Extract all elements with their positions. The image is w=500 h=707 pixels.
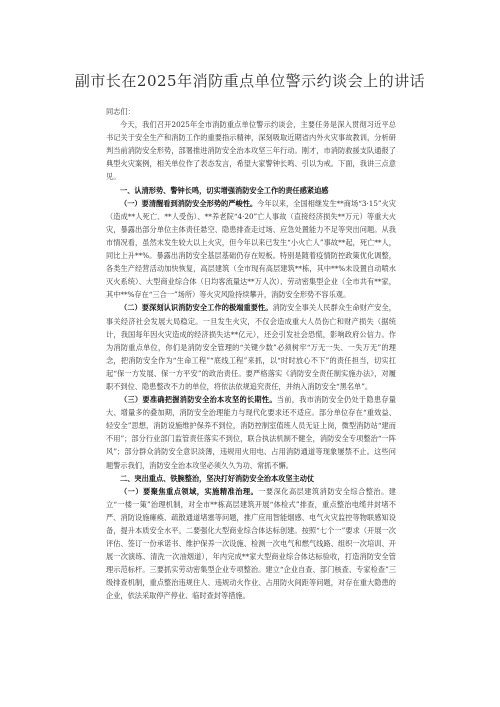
section-1-1-text: 今年以来，全国相继发生**商场“3·15”火灾（造成**人死亡、**人受伤）、**养老院“4·20”亡人事故（直接经济损失**万元）等重大火灾，暴露出部分单位主体责任悬空、隐患排查走过场、应急处置能力不足等突出问题。从我市情况看，虽然未发生较大以上火灾，但今年以来已发生“小火亡人”事故**起，死亡**人，同比上升**%。暴露出消防安全基层基础仍存在短板。特别是随着疫情防控政策优化调整，各类生产经营活动加快恢复，高层建筑（全市现有高层建筑**栋，其中**%未设置自动喷水灭火系统）、大型商业综合体（日均客流量达**万人次）、劳动密集型企业（全市共有**家，其中**%存在“三合一”场所）等火灾风险持续攀升，消防安全形势不容乐观。 (106, 198, 396, 300)
section-1-3-lead: （三）要准确把握消防安全治本攻坚的长期性。 (120, 395, 277, 405)
section-1-3-text: 当前，我市消防安全仍处于隐患存量大、增量多的叠加期，消防安全治理能力与现代化要求还不适应。部分单位存在“重效益、轻安全”思想，消防设施维护保养不到位，消防控制室值班人员无证上岗，微型消防站“建而不用”；部分行业部门监管责任落实不到位，联合执法机制不健全，消防安全专项整治“一阵风”；部分群众消防安全意识淡薄，违规用火用电、占用消防通道等现象屡禁不止。这些问题警示我们，消防安全治本攻坚必须久久为功、常抓不懈。 (106, 395, 396, 470)
section-1-2-paragraph (106, 301, 396, 393)
section-1-1-lead: （一）要清醒看到消防安全形势的严峻性。 (120, 198, 258, 208)
section-2-heading: 二、突出重点、铁腕整治，坚决打好消防安全治本攻坚主动仗 (120, 473, 315, 483)
section-2-1-paragraph (106, 485, 396, 603)
document-title: 副市长在2025年消防重点单位警示约谈会上的讲话 (74, 72, 426, 90)
intro-paragraph: 今天，我们召开2025年全市消防重点单位警示约谈会，主要任务是深入贯彻习近平总书记关于安全生产和消防工作的重要指示精神，深刻吸取近期省内外火灾事故教训，分析研判当前消防安全形势，部署推进消防安全治本攻坚三年行动。刚才，市消防救援支队通报了典型火灾案例，相关单位作了表态发言，希望大家警钟长鸣、引以为戒。下面，我讲三点意见。 (106, 120, 396, 182)
section-1-1-paragraph (106, 197, 396, 302)
section-1-2-text: 消防安全事关人民群众生命财产安全，事关经济社会发展大局稳定。一旦发生火灾，不仅会造成重大人员伤亡和财产损失（据统计，我国每年因火灾造成的经济损失达**亿元），还会引发社会恐慌，影响政府公信力。作为消防重点单位，你们是消防安全管理的“关键少数”必须树牢“万无一失、一失万无”的理念，把消防安全作为“生命工程”“底线工程”来抓，以“时时放心不下”的责任担当，切实扛起“保一方发展、保一方平安”的政治责任。要严格落实《消防安全责任制实施办法》，对履职不到位、隐患整改不力的单位，将依法依规追究责任，并纳入消防安全“黑名单”。 (106, 303, 396, 391)
section-1-heading: 一、认清形势、警钟长鸣，切实增强消防安全工作的责任感紧迫感 (120, 185, 329, 195)
section-2-1-text: 一要深化高层建筑消防安全综合整治。建立“一楼一策”治理机制，对全市**栋高层建筑开展“体检式”排查，重点整治电缆井封堵不严、消防设施瘫痪、疏散通道堵塞等问题，推广应用智能烟感、电气火灾监控等物联感知设备，提升本质安全水平。二要强化大型商业综合体达标创建。按照“七个一”要求（开展一次评估、签订一份承诺书、维护保养一次设施、检测一次电气和燃气线路、组织一次培训、开展一次演练、清洗一次油烟道），年内完成**家大型商业综合体达标验收，打造消防安全管理示范标杆。三要抓实劳动密集型企业专项整治。建立“企业自查、部门核查、专家检查”三级排查机制，重点整治违规住人、违规动火作业、占用防火间距等问题，对存在重大隐患的企业，依法采取停产停业、临时查封等措施。 (106, 486, 396, 601)
section-1-2-lead: （二）要深刻认识消防安全工作的极端重要性。 (120, 303, 273, 313)
section-2-1-lead: （一）要聚焦重点领域，实施精准治理。 (120, 486, 259, 496)
section-1-3-paragraph (106, 393, 396, 472)
document-body (106, 105, 396, 603)
greeting: 同志们： (106, 107, 135, 116)
